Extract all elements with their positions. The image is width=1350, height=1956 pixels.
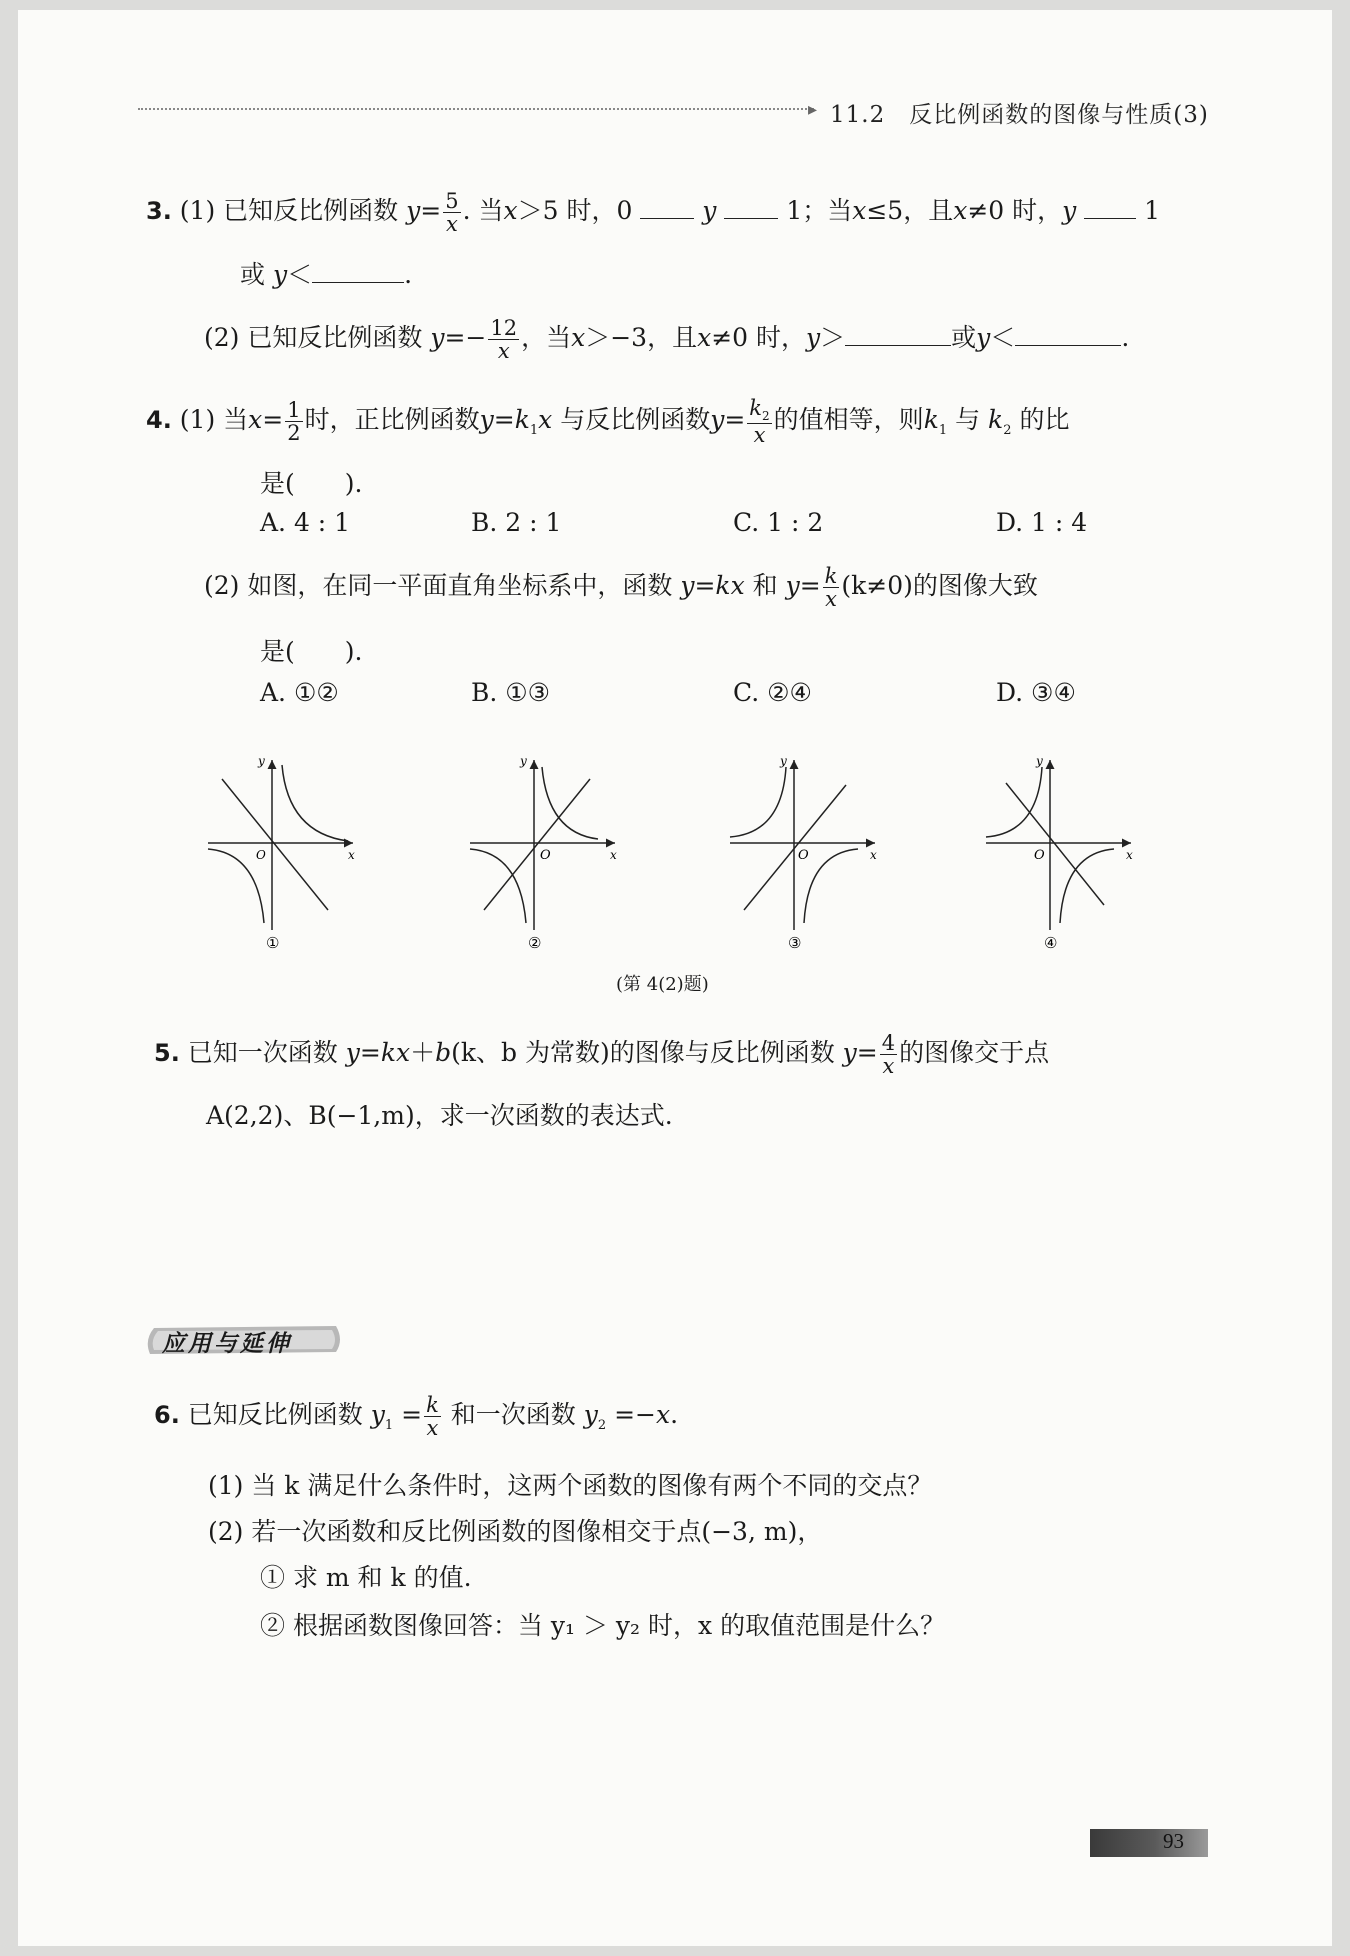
textbook-page <box>18 10 1332 1946</box>
graph-4-y-label: y <box>1036 754 1043 768</box>
q5-line1: 5. 已知一次函数 y=kx＋b(k、b 为常数)的图像与反比例函数 y= $\frac{4}{x}$ 的图像交于点 <box>154 1031 1050 1079</box>
q4-p2-option-d[interactable]: D. ③④ <box>996 678 1076 707</box>
header-title <box>830 96 1209 129</box>
q3-p1-text: 已知反比例函数 <box>223 196 399 226</box>
q3-fraction-5-over-x: $\frac{5}{x}$ <box>445 189 459 237</box>
graph-1-x-label: x <box>348 848 355 862</box>
q3-part1-line2: 或 y＜ . <box>240 255 412 291</box>
graph-3-y-label: y <box>780 754 787 768</box>
q3-blank-2[interactable] <box>724 193 778 219</box>
graph-3 <box>730 754 877 952</box>
q4-p2-option-a[interactable]: A. ①② <box>260 678 339 707</box>
q6-part2-i: ① 求 m 和 k 的值. <box>260 1563 472 1592</box>
header-arrow-icon: ▸ <box>808 99 818 120</box>
q4-p1-option-b[interactable]: B. 2 : 1 <box>471 508 562 537</box>
q4-fraction-k-over-x: $\frac{k}{x}$ <box>824 564 838 612</box>
header-section-number: 11.2 <box>830 102 886 128</box>
q6-part1: (1) 当 k 满足什么条件时，这两个函数的图像有两个不同的交点？ <box>208 1471 933 1500</box>
q4-p1-option-a[interactable]: A. 4 : 1 <box>260 508 351 537</box>
graph-2-origin-label: O <box>540 848 551 863</box>
q3-blank-1[interactable] <box>640 193 694 219</box>
q6-number: 6. <box>154 1401 180 1430</box>
graph-4-origin-label: O <box>1034 848 1045 863</box>
q4-figure-caption: (第 4(2)题) <box>616 974 709 995</box>
q4-fraction-k2-over-x: $\frac{k_2}{x}$ <box>749 396 770 447</box>
graph-2 <box>470 754 617 952</box>
q3-blank-3[interactable] <box>1084 193 1136 219</box>
section-tag <box>144 1322 344 1358</box>
graph-4-label: ④ <box>1044 934 1058 952</box>
q6-part2-ii: ② 根据函数图像回答：当 y₁ ＞ y₂ 时，x 的取值范围是什么？ <box>260 1611 946 1640</box>
graph-1 <box>208 754 355 952</box>
q3-part2: (2) 已知反比例函数 y=− $\frac{12}{x}$ ，当x＞−3，且x≠0 时，y＞ 或y＜ . <box>204 316 1130 364</box>
header-section-title: 反比例函数的图像与性质(3) <box>909 102 1209 128</box>
q4-p1-line2: 是( ). <box>260 469 363 498</box>
q4-p1-option-d[interactable]: D. 1 : 4 <box>996 508 1088 537</box>
q6-fraction-k-over-x: $\frac{k}{x}$ <box>426 1393 439 1441</box>
q3-p1-label: (1) <box>179 196 216 226</box>
q4-p1-option-c[interactable]: C. 1 : 2 <box>733 508 824 537</box>
q6-line1: 6. 已知反比例函数 $y_1$ = $\frac{k}{x}$ 和一次函数 $y_2 =-x$. <box>154 1393 679 1441</box>
graph-1-origin-label: O <box>256 848 266 862</box>
q6-part2: (2) 若一次函数和反比例函数的图像相交于点(−3, m)， <box>208 1517 823 1546</box>
q4-p2-option-c[interactable]: C. ②④ <box>733 678 812 707</box>
header-rule <box>138 108 814 110</box>
graph-4 <box>986 754 1133 952</box>
q4-fraction-half: $\frac{1}{2}$ <box>287 397 301 445</box>
q4-graphs-figure <box>188 745 1188 960</box>
q3-blank-5[interactable] <box>845 320 951 346</box>
section-title: 应用与延伸 <box>162 1331 292 1357</box>
q4-part2: (2) 如图，在同一平面直角坐标系中，函数 y=kx 和 y= $\frac{k}{x}$ (k≠0)的图像大致 <box>204 564 1038 612</box>
q5-fraction-4-over-x: $\frac{4}{x}$ <box>881 1031 896 1079</box>
graph-2-label: ② <box>528 934 542 952</box>
graph-3-label: ③ <box>788 934 802 952</box>
page-number: 93 <box>1163 1829 1184 1853</box>
q3-blank-6[interactable] <box>1015 320 1121 346</box>
page-number-bar <box>1090 1829 1208 1857</box>
graph-2-x-label: x <box>610 848 617 862</box>
q5-line2: A(2,2)、B(−1,m)，求一次函数的表达式. <box>206 1101 673 1130</box>
q4-part1: 4. (1) 当x= $\frac{1}{2}$ 时，正比例函数$y=k_1x$ 与反比例函数y= $\frac{k_2}{x}$ 的值相等，则$k_1$ 与 $k_2$ 的比 <box>146 396 1070 447</box>
graph-1-label: ① <box>266 934 280 952</box>
q3-part1: 3. (1) 已知反比例函数 y= $\frac{5}{x}$ . 当x＞5 时，0 y 1；当x≤5，且x≠0 时，y 1 <box>146 189 1161 237</box>
graph-3-origin-label: O <box>798 848 809 863</box>
q4-p2-line2: 是( ). <box>260 637 363 666</box>
graph-3-x-label: x <box>870 848 877 862</box>
q4-number: 4. <box>146 405 172 434</box>
q3-blank-4[interactable] <box>312 257 404 283</box>
q4-p2-option-b[interactable]: B. ①③ <box>471 678 551 707</box>
q3-number: 3. <box>146 197 172 226</box>
q5-number: 5. <box>154 1039 180 1068</box>
q3-fraction-12-over-x: $\frac{12}{x}$ <box>490 316 518 364</box>
graph-2-y-label: y <box>520 754 527 768</box>
graph-4-x-label: x <box>1126 848 1133 862</box>
graph-1-y-label: y <box>258 754 265 768</box>
